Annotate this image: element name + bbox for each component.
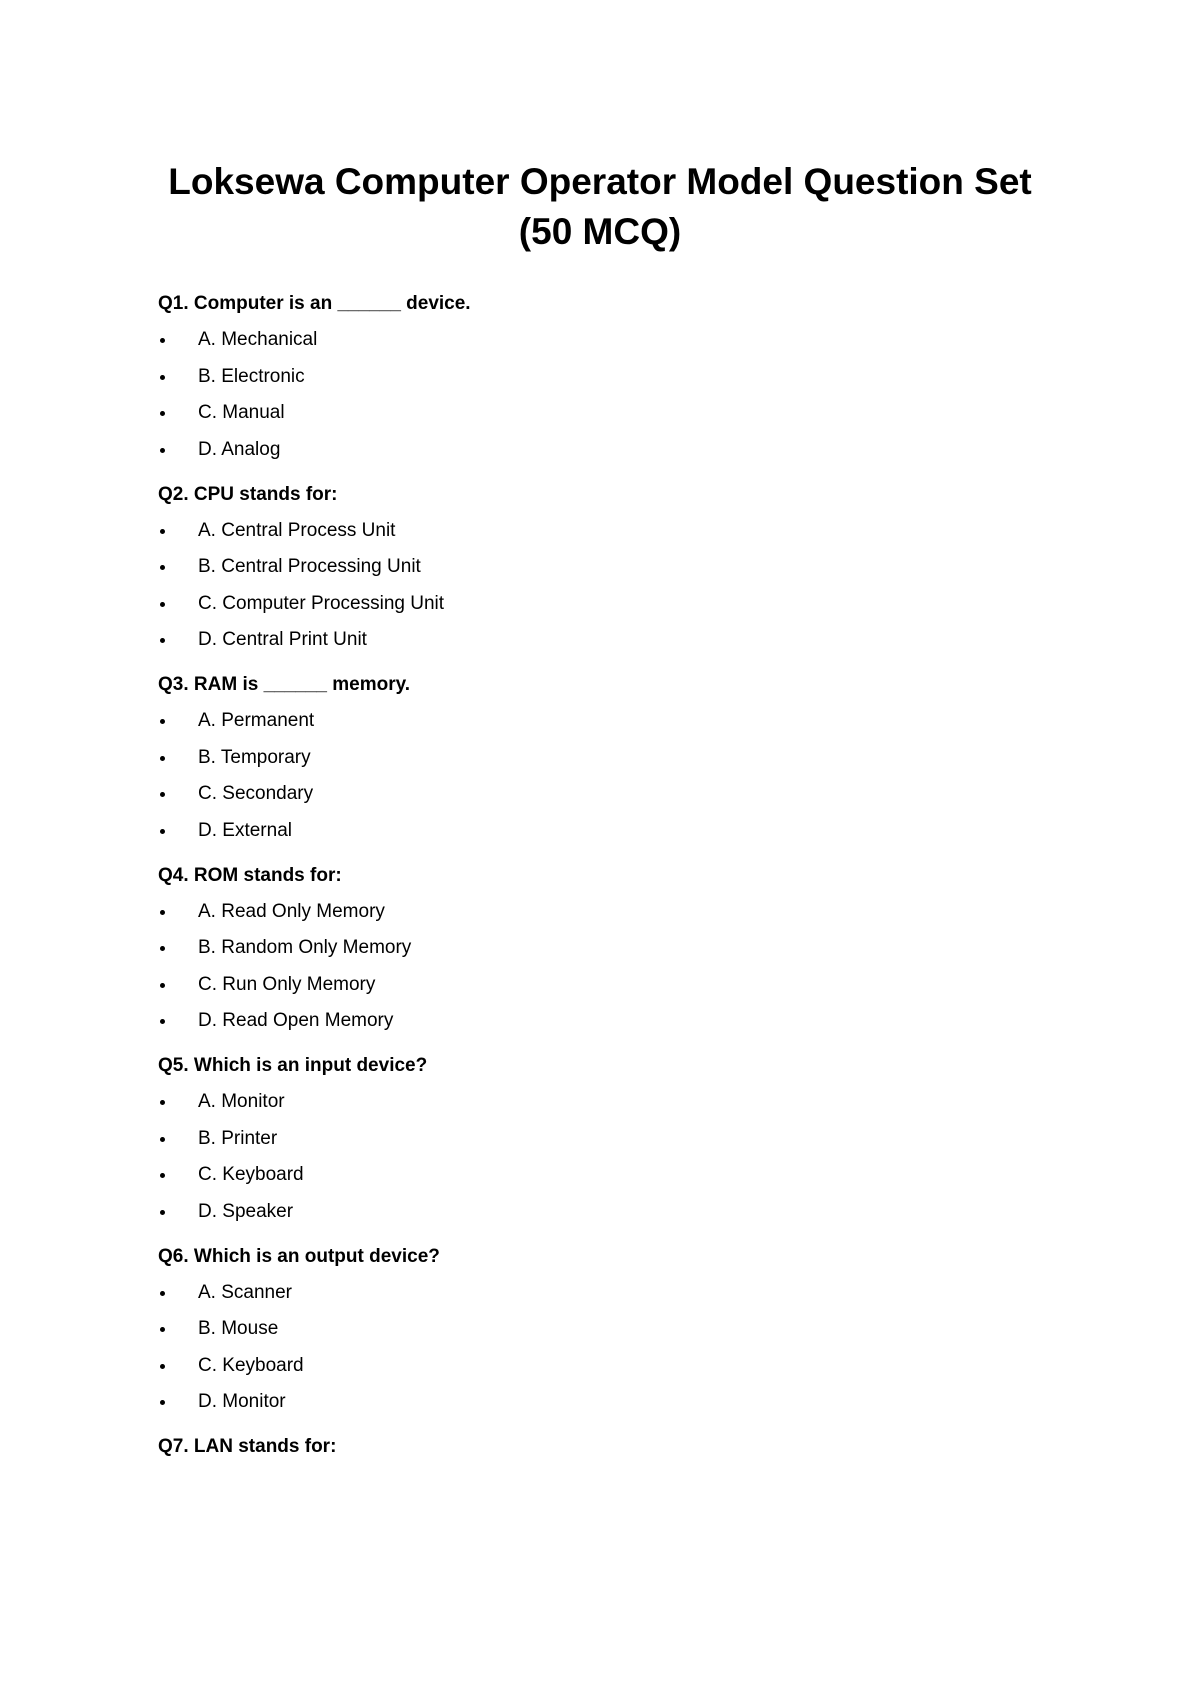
bullet-icon [160, 529, 165, 534]
option-label: C. Secondary [198, 783, 314, 804]
option-label: B. Random Only Memory [198, 937, 412, 958]
option-item [158, 782, 1058, 806]
option-label: A. Central Process Unit [198, 519, 396, 541]
option-label: D. Read Open Memory [198, 1010, 394, 1031]
question-text: Q2. CPU stands for: [158, 483, 338, 505]
option-item [158, 1317, 1058, 1341]
question-5 [158, 1054, 1058, 1224]
option-item [158, 709, 1058, 733]
option-item [158, 401, 1058, 425]
option-label: D. Speaker [198, 1200, 294, 1222]
bullet-icon [160, 792, 165, 797]
option-item [158, 438, 1058, 462]
option-list [158, 709, 1058, 843]
document-title [100, 157, 1100, 257]
option-label: C. Computer Processing Unit [198, 592, 445, 614]
bullet-icon [160, 719, 165, 724]
bullet-icon [160, 1400, 165, 1405]
bullet-icon [160, 1327, 165, 1332]
bullet-icon [160, 1291, 165, 1296]
bullet-icon [160, 1137, 165, 1142]
option-label: D. External [198, 819, 292, 841]
question-4 [158, 864, 1058, 1034]
question-text: Q6. Which is an output device? [158, 1245, 440, 1267]
option-item [158, 592, 1058, 616]
option-label: C. Keyboard [198, 1354, 304, 1376]
option-label: B. Electronic [198, 365, 305, 387]
option-item [158, 1354, 1058, 1378]
bullet-icon [160, 375, 165, 380]
question-text: Q5. Which is an input device? [158, 1055, 428, 1076]
option-item [158, 1090, 1058, 1114]
bullet-icon [160, 946, 165, 951]
option-label: D. Analog [198, 438, 281, 460]
option-item [158, 1281, 1058, 1305]
question-3 [158, 673, 1058, 843]
option-item [158, 628, 1058, 652]
option-list [158, 1281, 1058, 1415]
option-list [158, 900, 1058, 1034]
option-item [158, 328, 1058, 352]
option-label: C. Manual [198, 402, 285, 423]
option-label: D. Monitor [198, 1391, 286, 1412]
option-item [158, 1390, 1058, 1414]
option-item [158, 1009, 1058, 1033]
option-label: A. Read Only Memory [198, 900, 385, 922]
option-label: B. Printer [198, 1127, 278, 1149]
question-1 [158, 292, 1058, 462]
option-item [158, 365, 1058, 389]
bullet-icon [160, 1364, 165, 1369]
bullet-icon [160, 756, 165, 761]
bullet-icon [160, 1173, 165, 1178]
question-6 [158, 1245, 1058, 1415]
option-label: A. Mechanical [198, 329, 318, 350]
question-text: Q1. Computer is an ______ device. [158, 293, 471, 314]
option-label: D. Central Print Unit [198, 629, 367, 650]
bullet-icon [160, 565, 165, 570]
option-item [158, 936, 1058, 960]
bullet-icon [160, 411, 165, 416]
option-item [158, 973, 1058, 997]
title-line-1: Loksewa Computer Operator Model Question Set [168, 161, 1032, 202]
option-label: B. Temporary [198, 746, 311, 768]
question-text: Q4. ROM stands for: [158, 864, 342, 886]
option-label: A. Scanner [198, 1281, 292, 1303]
option-label: B. Central Processing Unit [198, 556, 421, 577]
option-list [158, 328, 1058, 462]
bullet-icon [160, 602, 165, 607]
bullet-icon [160, 1210, 165, 1215]
option-item [158, 519, 1058, 543]
question-text: Q3. RAM is ______ memory. [158, 674, 411, 695]
bullet-icon [160, 338, 165, 343]
option-label: A. Permanent [198, 710, 315, 731]
option-item [158, 900, 1058, 924]
option-label: C. Keyboard [198, 1164, 304, 1185]
option-item [158, 555, 1058, 579]
option-label: A. Monitor [198, 1091, 285, 1112]
option-item [158, 1200, 1058, 1224]
option-label: C. Run Only Memory [198, 973, 376, 995]
question-text: Q7. LAN stands for: [158, 1436, 337, 1457]
bullet-icon [160, 910, 165, 915]
bullet-icon [160, 448, 165, 453]
option-list [158, 1090, 1058, 1224]
option-list [158, 519, 1058, 653]
title-line-2: (50 MCQ) [518, 211, 682, 252]
question-2 [158, 483, 1058, 653]
option-item [158, 819, 1058, 843]
option-item [158, 1163, 1058, 1187]
question-list [158, 292, 1058, 1480]
option-item [158, 746, 1058, 770]
bullet-icon [160, 1019, 165, 1024]
option-item [158, 1127, 1058, 1151]
bullet-icon [160, 1100, 165, 1105]
option-label: B. Mouse [198, 1318, 279, 1339]
bullet-icon [160, 983, 165, 988]
bullet-icon [160, 829, 165, 834]
bullet-icon [160, 638, 165, 643]
question-7 [158, 1435, 1058, 1459]
